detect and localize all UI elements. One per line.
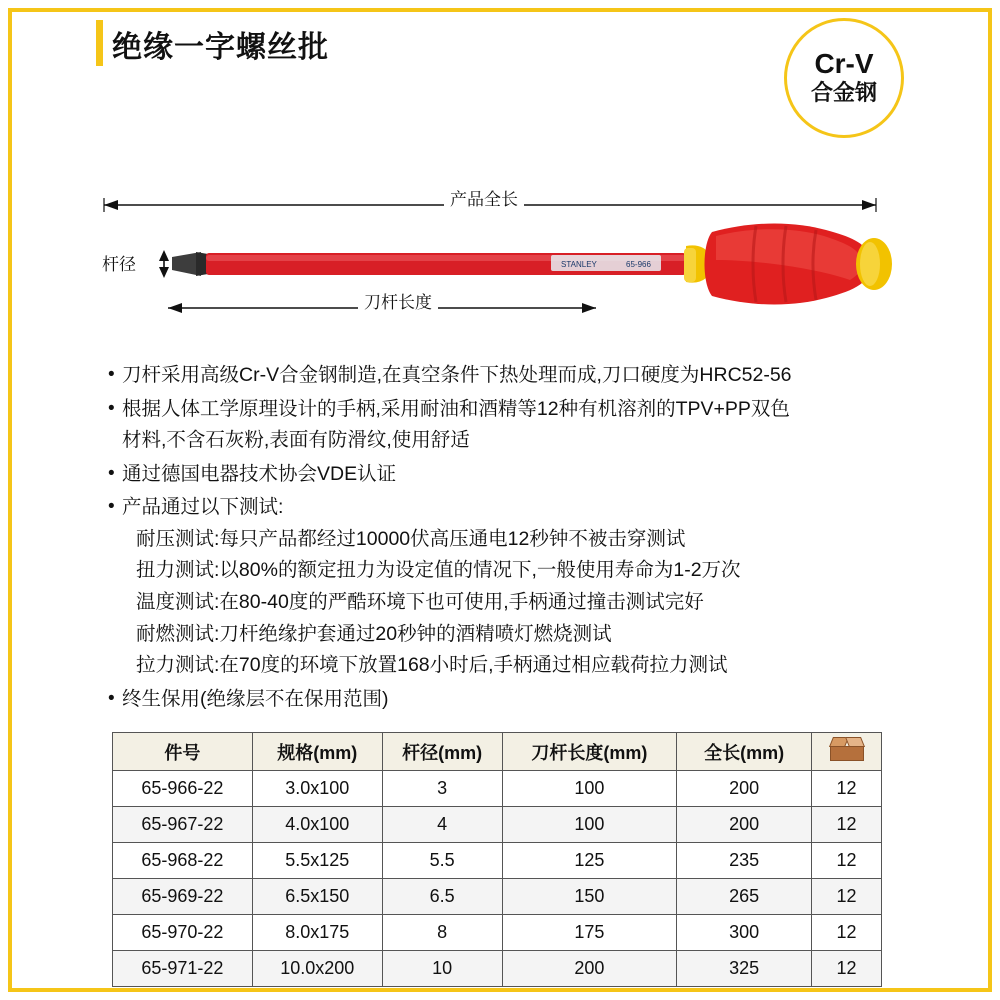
cell-total-length: 325 bbox=[677, 951, 812, 987]
bullet-line: 产品通过以下测试: bbox=[122, 496, 284, 519]
table-header-row bbox=[113, 733, 882, 771]
table-row bbox=[113, 807, 882, 843]
cell-carton-qty: 12 bbox=[812, 843, 882, 879]
cell-spec: 5.5x125 bbox=[252, 843, 382, 879]
cell-carton-qty: 12 bbox=[812, 951, 882, 987]
cell-spec: 3.0x100 bbox=[252, 771, 382, 807]
list-item bbox=[108, 492, 908, 681]
header-cell-carton bbox=[812, 733, 882, 771]
test-line: 拉力测试:在70度的环境下放置168小时后,手柄通过相应载荷拉力测试 bbox=[136, 654, 728, 677]
page-title bbox=[96, 22, 616, 66]
bullet-line: 通过德国电器技术协会VDE认证 bbox=[122, 462, 397, 485]
cell-spec: 8.0x175 bbox=[252, 915, 382, 951]
page-title-text: 绝缘一字螺丝批 bbox=[112, 31, 329, 64]
list-item bbox=[108, 684, 908, 716]
spec-table bbox=[112, 732, 882, 987]
cell-blade-length: 175 bbox=[502, 915, 677, 951]
table-row bbox=[113, 879, 882, 915]
bullet-marker: • bbox=[108, 364, 115, 385]
cell-blade-length: 150 bbox=[502, 879, 677, 915]
cell-code: 65-966-22 bbox=[113, 771, 253, 807]
cell-spec: 10.0x200 bbox=[252, 951, 382, 987]
cell-carton-qty: 12 bbox=[812, 915, 882, 951]
crv-badge bbox=[784, 18, 904, 138]
blade-length-label: 刀杆长度 bbox=[358, 288, 438, 313]
bullet-line: 刀杆采用高级Cr-V合金钢制造,在真空条件下热处理而成,刀口硬度为HRC52-56 bbox=[122, 364, 792, 386]
crv-badge-line2: 合金钢 bbox=[810, 80, 877, 106]
cell-rod: 3 bbox=[382, 771, 502, 807]
cell-code: 65-968-22 bbox=[113, 843, 253, 879]
header-cell-rod: 杆径(mm) bbox=[382, 733, 502, 771]
bullet-marker: • bbox=[108, 687, 115, 709]
header-cell-blade-length: 刀杆长度(mm) bbox=[502, 733, 677, 771]
table-row bbox=[113, 915, 882, 951]
feature-list bbox=[108, 360, 908, 717]
crv-badge-line1: Cr-V bbox=[814, 48, 874, 80]
cell-code: 65-967-22 bbox=[113, 807, 253, 843]
cell-spec: 6.5x150 bbox=[252, 879, 382, 915]
cell-rod: 8 bbox=[382, 915, 502, 951]
header-cell-code: 件号 bbox=[113, 733, 253, 771]
cell-rod: 5.5 bbox=[382, 843, 502, 879]
svg-text:STANLEY: STANLEY bbox=[561, 260, 597, 269]
list-item bbox=[108, 394, 908, 457]
cell-blade-length: 200 bbox=[502, 951, 677, 987]
bullet-line: 材料,不含石灰粉,表面有防滑纹,使用舒适 bbox=[122, 429, 470, 452]
cell-rod: 6.5 bbox=[382, 879, 502, 915]
cell-blade-length: 125 bbox=[502, 843, 677, 879]
cell-code: 65-970-22 bbox=[113, 915, 253, 951]
cell-total-length: 200 bbox=[677, 771, 812, 807]
rod-diameter-label: 杆径 bbox=[96, 250, 142, 275]
test-line: 扭力测试:以80%的额定扭力为设定值的情况下,一般使用寿命为1-2万次 bbox=[136, 559, 741, 582]
svg-text:65-966: 65-966 bbox=[626, 260, 651, 269]
list-item bbox=[108, 360, 908, 392]
table-row bbox=[113, 843, 882, 879]
cell-carton-qty: 12 bbox=[812, 807, 882, 843]
cell-blade-length: 100 bbox=[502, 771, 677, 807]
cell-carton-qty: 12 bbox=[812, 879, 882, 915]
bullet-marker: • bbox=[108, 462, 115, 484]
cell-total-length: 300 bbox=[677, 915, 812, 951]
bullet-line: 根据人体工学原理设计的手柄,采用耐油和酒精等12种有机溶剂的TPV+PP双色 bbox=[122, 397, 790, 420]
cell-total-length: 235 bbox=[677, 843, 812, 879]
cell-carton-qty: 12 bbox=[812, 771, 882, 807]
cell-code: 65-969-22 bbox=[113, 879, 253, 915]
warranty-text: 终生保用(绝缘层不在保用范围) bbox=[122, 687, 389, 710]
bullet-marker: • bbox=[108, 397, 115, 419]
cell-total-length: 200 bbox=[677, 807, 812, 843]
cell-spec: 4.0x100 bbox=[252, 807, 382, 843]
test-line: 耐燃测试:刀杆绝缘护套通过20秒钟的酒精喷灯燃烧测试 bbox=[136, 622, 612, 645]
bullet-marker: • bbox=[108, 496, 115, 518]
table-row bbox=[113, 951, 882, 987]
carton-icon bbox=[830, 737, 864, 761]
cell-code: 65-971-22 bbox=[113, 951, 253, 987]
test-line: 耐压测试:每只产品都经过10000伏高压通电12秒钟不被击穿测试 bbox=[136, 527, 686, 550]
header-cell-total-length: 全长(mm) bbox=[677, 733, 812, 771]
cell-blade-length: 100 bbox=[502, 807, 677, 843]
list-item bbox=[108, 459, 908, 491]
cell-total-length: 265 bbox=[677, 879, 812, 915]
product-illustration bbox=[96, 160, 896, 340]
total-length-label: 产品全长 bbox=[444, 185, 524, 210]
cell-rod: 4 bbox=[382, 807, 502, 843]
header-cell-spec: 规格(mm) bbox=[252, 733, 382, 771]
table-row bbox=[113, 771, 882, 807]
test-line: 温度测试:在80-40度的严酷环境下也可使用,手柄通过撞击测试完好 bbox=[136, 591, 704, 614]
cell-rod: 10 bbox=[382, 951, 502, 987]
